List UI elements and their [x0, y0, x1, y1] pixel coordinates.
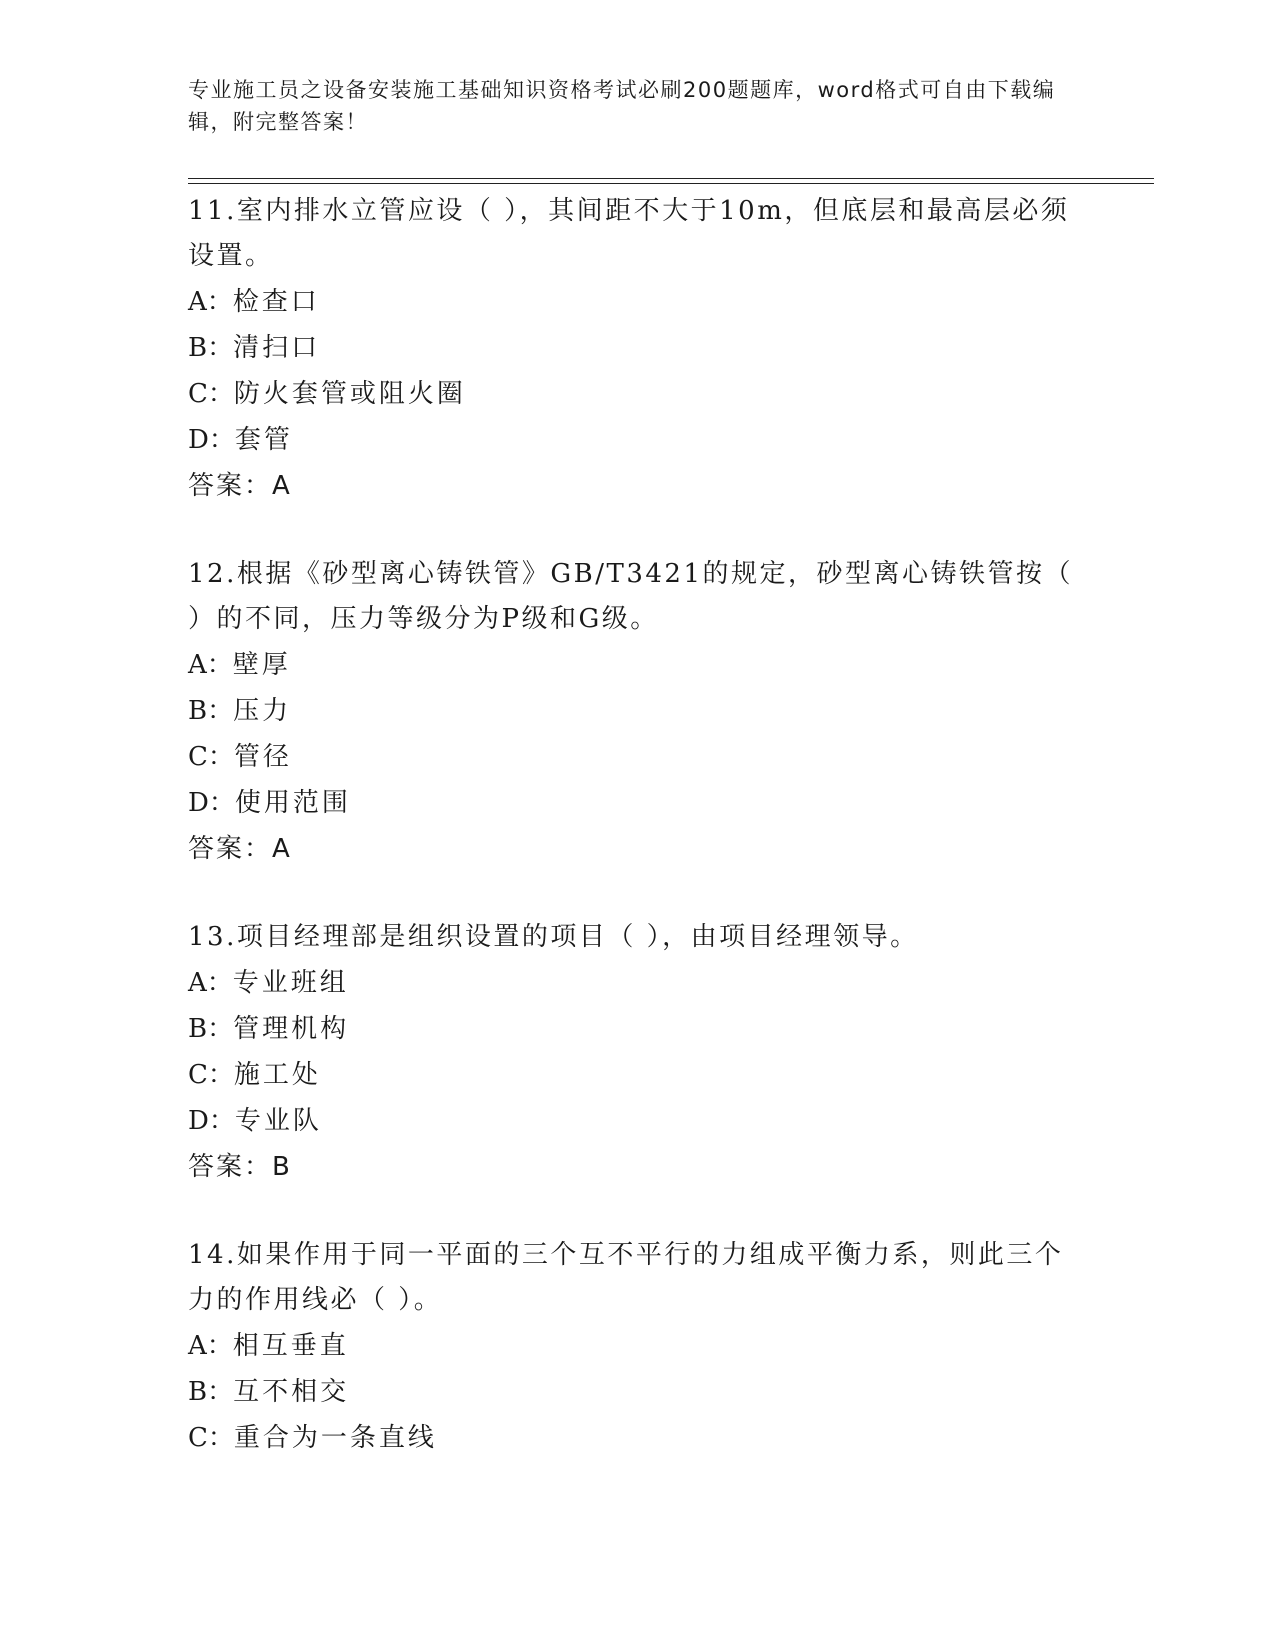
option-key: A： — [188, 968, 233, 998]
option-b — [188, 1369, 1088, 1415]
question-13 — [188, 915, 1088, 1190]
option-key: C： — [188, 1060, 234, 1090]
question-text: 13.项目经理部是组织设置的项目（ ），由项目经理领导。 — [188, 922, 919, 952]
option-a — [188, 642, 1088, 688]
header-rule-bottom — [188, 183, 1154, 184]
option-text: 套管 — [234, 425, 293, 455]
option-c — [188, 1415, 1088, 1461]
option-key: C： — [188, 379, 234, 409]
question-text: 12.根据《砂型离心铸铁管》GB/T3421的规定，砂型离心铸铁管按（ ）的不同，压力等级分为P级和G级。 — [188, 559, 1073, 634]
option-a — [188, 279, 1088, 325]
option-c — [188, 1052, 1088, 1098]
option-text: 专业队 — [234, 1106, 322, 1136]
header-rule-top — [188, 178, 1154, 179]
option-text: 专业班组 — [232, 968, 349, 998]
header-title: 专业施工员之设备安装施工基础知识资格考试必刷200题题库，word格式可自由下载编辑，附完整答案！ — [188, 78, 1056, 134]
option-text: 管径 — [233, 742, 292, 772]
answer-text: 答案：A — [188, 471, 292, 501]
option-text: 压力 — [233, 696, 292, 726]
option-text: 检查口 — [232, 287, 320, 317]
option-b — [188, 325, 1088, 371]
option-text: 相互垂直 — [232, 1331, 349, 1361]
option-key: A： — [188, 287, 233, 317]
question-list — [188, 189, 1088, 1504]
option-key: C： — [188, 742, 234, 772]
option-key: D： — [188, 1106, 235, 1136]
option-text: 壁厚 — [232, 650, 291, 680]
option-text: 管理机构 — [233, 1014, 350, 1044]
option-key: B： — [188, 1014, 234, 1044]
question-12 — [188, 552, 1088, 872]
option-text: 互不相交 — [233, 1377, 350, 1407]
option-c — [188, 371, 1088, 417]
option-text: 施工处 — [233, 1060, 321, 1090]
question-text: 14.如果作用于同一平面的三个互不平行的力组成平衡力系，则此三个力的作用线必（ ）。 — [188, 1240, 1064, 1315]
option-key: A： — [188, 1331, 233, 1361]
question-14 — [188, 1233, 1088, 1461]
option-key: A： — [188, 650, 233, 680]
question-11 — [188, 189, 1088, 509]
option-a — [188, 960, 1088, 1006]
option-b — [188, 1006, 1088, 1052]
option-text: 重合为一条直线 — [233, 1423, 437, 1453]
option-d — [188, 780, 1088, 826]
option-key: D： — [188, 788, 235, 818]
option-text: 使用范围 — [234, 788, 351, 818]
option-key: B： — [188, 333, 234, 363]
answer-text: 答案：A — [188, 834, 292, 864]
option-text: 清扫口 — [233, 333, 321, 363]
option-c — [188, 734, 1088, 780]
question-text: 11.室内排水立管应设（ ），其间距不大于10m，但底层和最高层必须设置。 — [188, 196, 1070, 271]
answer-text: 答案：B — [188, 1152, 292, 1182]
option-a — [188, 1323, 1088, 1369]
option-key: D： — [188, 425, 235, 455]
option-key: B： — [188, 1377, 234, 1407]
option-d — [188, 417, 1088, 463]
option-key: C： — [188, 1423, 234, 1453]
option-b — [188, 688, 1088, 734]
option-key: B： — [188, 696, 234, 726]
option-text: 防火套管或阻火圈 — [233, 379, 466, 409]
document-header — [188, 74, 1068, 138]
option-d — [188, 1098, 1088, 1144]
